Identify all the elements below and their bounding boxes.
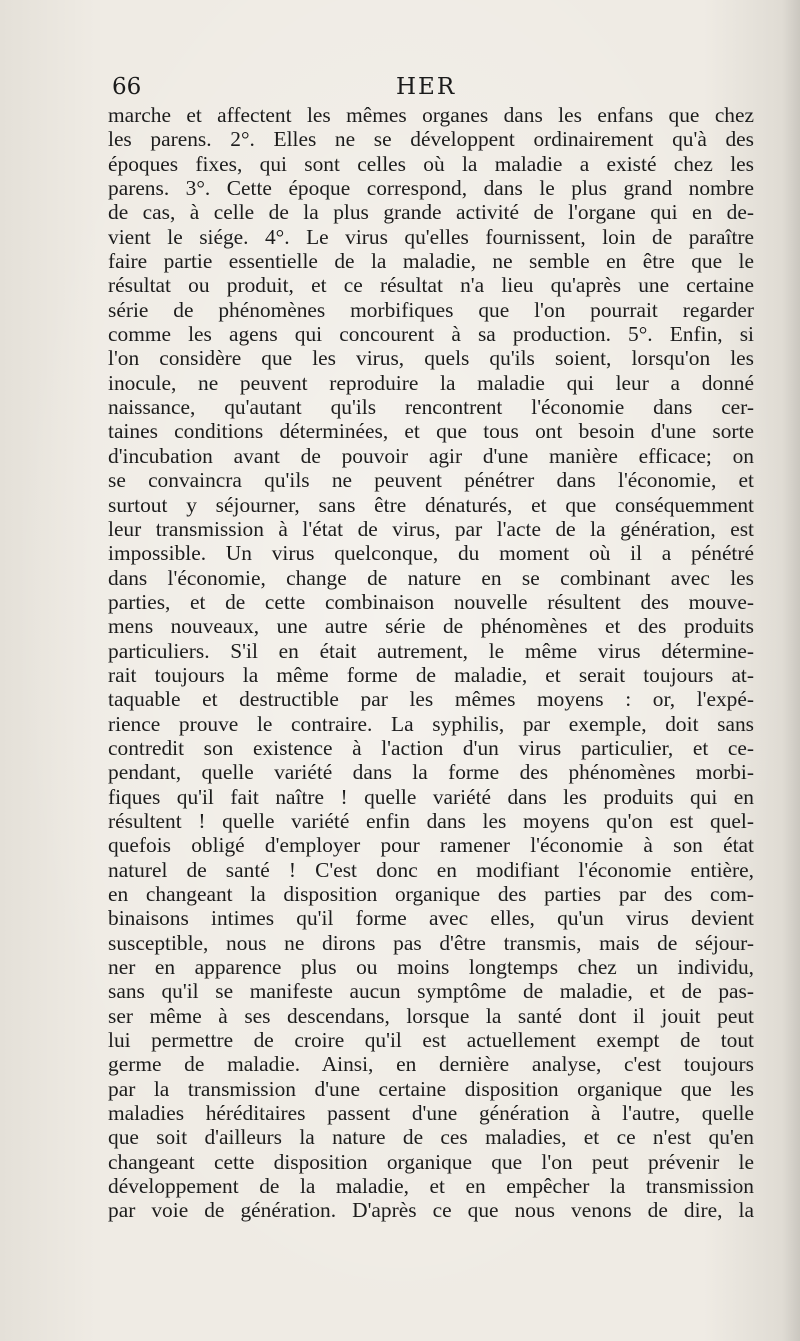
text-line: série de phénomènes morbifiques que l'on pourrait regarder [108, 297, 754, 322]
text-line: impossible. Un virus quelconque, du moment où il a pénétré [108, 541, 754, 566]
text-line: naturel de santé ! C'est donc en modifiant l'économie entière, [108, 857, 754, 882]
text-line: résultent ! quelle variété enfin dans les moyens qu'on est quel- [108, 808, 754, 833]
text-line: époques fixes, qui sont celles où la maladie a existé chez les [108, 151, 754, 176]
text-line: vient le siége. 4°. Le virus qu'elles fournissent, loin de paraître [108, 224, 754, 249]
text-line: mens nouveaux, une autre série de phénomènes et des produits [108, 614, 754, 639]
text-line: taquable et destructible par les mêmes moyens : or, l'expé- [108, 687, 754, 712]
text-line: ner en apparence plus ou moins longtemps chez un individu, [108, 955, 754, 980]
text-line: fiques qu'il fait naître ! quelle variété dans les produits qui en [108, 784, 754, 809]
text-line: faire partie essentielle de la maladie, ne semble en être que le [108, 249, 754, 274]
page-number: 66 [112, 74, 142, 100]
text-line: particuliers. S'il en était autrement, le même virus détermine- [108, 638, 754, 663]
text-line: dans l'économie, change de nature en se combinant avec les [108, 565, 754, 590]
text-line: parties, et de cette combinaison nouvelle résultent des mouve- [108, 589, 754, 614]
text-line: ser même à ses descendans, lorsque la santé dont il jouit peut [108, 1003, 754, 1028]
text-line: marche et affectent les mêmes organes dans les enfans que chez [108, 103, 754, 127]
text-line: que soit d'ailleurs la nature de ces maladies, et ce n'est qu'en [108, 1125, 754, 1150]
text-line: par la transmission d'une certaine disposition organique que les [108, 1076, 754, 1101]
text-line: susceptible, nous ne dirons pas d'être transmis, mais de séjour- [108, 930, 754, 955]
text-line: comme les agens qui concourent à sa production. 5°. Enfin, si [108, 322, 754, 347]
text-line: naissance, qu'autant qu'ils rencontrent l'économie dans cer- [108, 395, 754, 420]
body-text [108, 103, 754, 1223]
text-line: par voie de génération. D'après ce que nous venons de dire, la [108, 1198, 754, 1223]
page-gutter-shadow [782, 0, 800, 1341]
text-line: d'incubation avant de pouvoir agir d'une manière efficace; on [108, 443, 754, 468]
text-line: rait toujours la même forme de maladie, et serait toujours at- [108, 662, 754, 687]
text-line: contredit son existence à l'action d'un virus particulier, et ce- [108, 735, 754, 760]
text-line: changeant cette disposition organique que l'on peut prévenir le [108, 1149, 754, 1174]
text-line: résultat ou produit, et ce résultat n'a lieu qu'après une certaine [108, 273, 754, 298]
text-line: germe de maladie. Ainsi, en dernière analyse, c'est toujours [108, 1052, 754, 1077]
text-line: inocule, ne peuvent reproduire la maladie qui leur a donné [108, 370, 754, 395]
text-line: se convaincra qu'ils ne peuvent pénétrer dans l'économie, et [108, 468, 754, 493]
text-line: quefois obligé d'employer pour ramener l'économie à son état [108, 833, 754, 858]
text-line: développement de la maladie, et en empêcher la transmission [108, 1174, 754, 1199]
text-line: de cas, à celle de la plus grande activité de l'organe qui en de- [108, 200, 754, 225]
text-line: parens. 3°. Cette époque correspond, dans le plus grand nombre [108, 176, 754, 201]
text-line: taines conditions déterminées, et que tous ont besoin d'une sorte [108, 419, 754, 444]
text-line: surtout y séjourner, sans être dénaturés, et que conséquemment [108, 492, 754, 517]
text-line: leur transmission à l'état de virus, par l'acte de la génération, est [108, 516, 754, 541]
text-line: les parens. 2°. Elles ne se développent ordinairement qu'à des [108, 127, 754, 152]
text-line: binaisons intimes qu'il forme avec elles, qu'un virus devient [108, 906, 754, 931]
text-line: en changeant la disposition organique des parties par des com- [108, 882, 754, 906]
running-head [112, 74, 752, 104]
text-line: maladies héréditaires passent d'une génération à l'autre, quelle [108, 1101, 754, 1126]
text-line: lui permettre de croire qu'il est actuellement exempt de tout [108, 1028, 754, 1053]
running-head-word: HER [396, 74, 457, 100]
text-line: sans qu'il se manifeste aucun symptôme de maladie, et de pas- [108, 979, 754, 1004]
text-line: l'on considère que les virus, quels qu'ils soient, lorsqu'on les [108, 346, 754, 371]
text-line: rience prouve le contraire. La syphilis, par exemple, doit sans [108, 711, 754, 736]
text-line: pendant, quelle variété dans la forme des phénomènes morbi- [108, 760, 754, 785]
